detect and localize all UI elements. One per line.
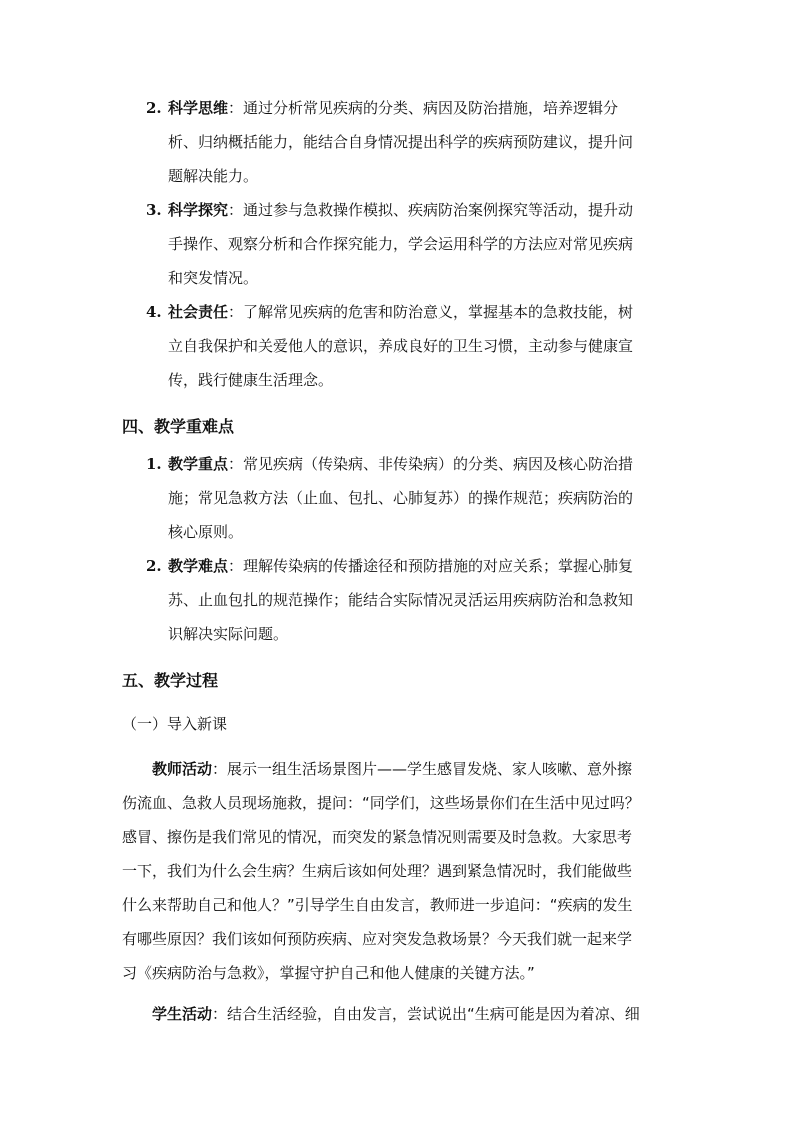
item-text: ：常见疾病（传染病、非传染病）的分类、病因及核心防治措 (228, 455, 634, 473)
item-label: 教学难点 (168, 557, 229, 575)
item-text: ：了解常见疾病的危害和防治意义，掌握基本的急救技能，树 (228, 303, 634, 321)
item-number: 2. (146, 99, 162, 117)
paragraph-text: 习《疾病防治与急救》，掌握守护自己和他人健康的关键方法。” (122, 964, 535, 982)
item-text: 题解决能力。 (168, 167, 259, 185)
item-number: 1. (146, 455, 162, 473)
student-activity-paragraph (122, 997, 682, 1031)
item-number: 3. (146, 201, 162, 219)
paragraph-label: 学生活动 (152, 1005, 213, 1023)
paragraph-text: 有哪些原因？我们该如何预防疾病、应对突发急救场景？今天我们就一起来学 (122, 930, 633, 948)
item-label: 科学思维 (168, 99, 229, 117)
paragraph-text: ：展示一组生活场景图片——学生感冒发烧、家人咳嗽、意外擦 (212, 760, 633, 778)
section-title-key-points: 四、教学重难点 (122, 417, 235, 436)
item-number: 4. (146, 303, 162, 321)
item-label: 科学探究 (168, 201, 229, 219)
item-text: 识解决实际问题。 (168, 625, 289, 643)
item-text: 核心原则。 (168, 523, 244, 541)
item-text: 和突发情况。 (168, 269, 259, 287)
item-text: 传，践行健康生活理念。 (168, 371, 334, 389)
paragraph-text: 一下，我们为什么会生病？生病后该如何处理？遇到紧急情况时，我们能做些 (122, 862, 633, 880)
item-text: ：通过分析常见疾病的分类、病因及防治措施，培养逻辑分 (228, 99, 619, 117)
item-label: 社会责任 (168, 303, 229, 321)
paragraph-text: 感冒、擦伤是我们常见的情况，而突发的紧急情况则需要及时急救。大家思考 (122, 828, 633, 846)
item-label: 教学重点 (168, 455, 229, 473)
item-text: ：通过参与急救操作模拟、疾病防治案例探究等活动，提升动 (228, 201, 634, 219)
subsection-title-intro: （一）导入新课 (122, 715, 228, 733)
item-text: 立自我保护和关爱他人的意识，养成良好的卫生习惯，主动参与健康宣 (168, 337, 634, 355)
item-text: 析、归纳概括能力，能结合自身情况提出科学的疾病预防建议，提升问 (168, 133, 634, 151)
section-title-teaching-process: 五、教学过程 (122, 671, 219, 690)
paragraph-label: 教师活动 (152, 760, 213, 778)
paragraph-text: 伤流血、急救人员现场施救，提问：“同学们，这些场景你们在生活中见过吗？ (122, 794, 640, 812)
item-text: 施；常见急救方法（止血、包扎、心肺复苏）的操作规范；疾病防治的 (168, 489, 634, 507)
paragraph-text: 什么来帮助自己和他人？”引导学生自由发言，教师进一步追问：“疾病的发生 (122, 896, 633, 914)
item-text: 苏、止血包扎的规范操作；能结合实际情况灵活运用疾病防治和急救知 (168, 591, 634, 609)
item-text: ：理解传染病的传播途径和预防措施的对应关系；掌握心肺复 (228, 557, 634, 575)
teacher-activity-paragraph (122, 752, 682, 990)
paragraph-text: ：结合生活经验，自由发言，尝试说出“生病可能是因为着凉、细 (212, 1005, 640, 1023)
item-text: 手操作、观察分析和合作探究能力，学会运用科学的方法应对常见疾病 (168, 235, 634, 253)
item-number: 2. (146, 557, 162, 575)
